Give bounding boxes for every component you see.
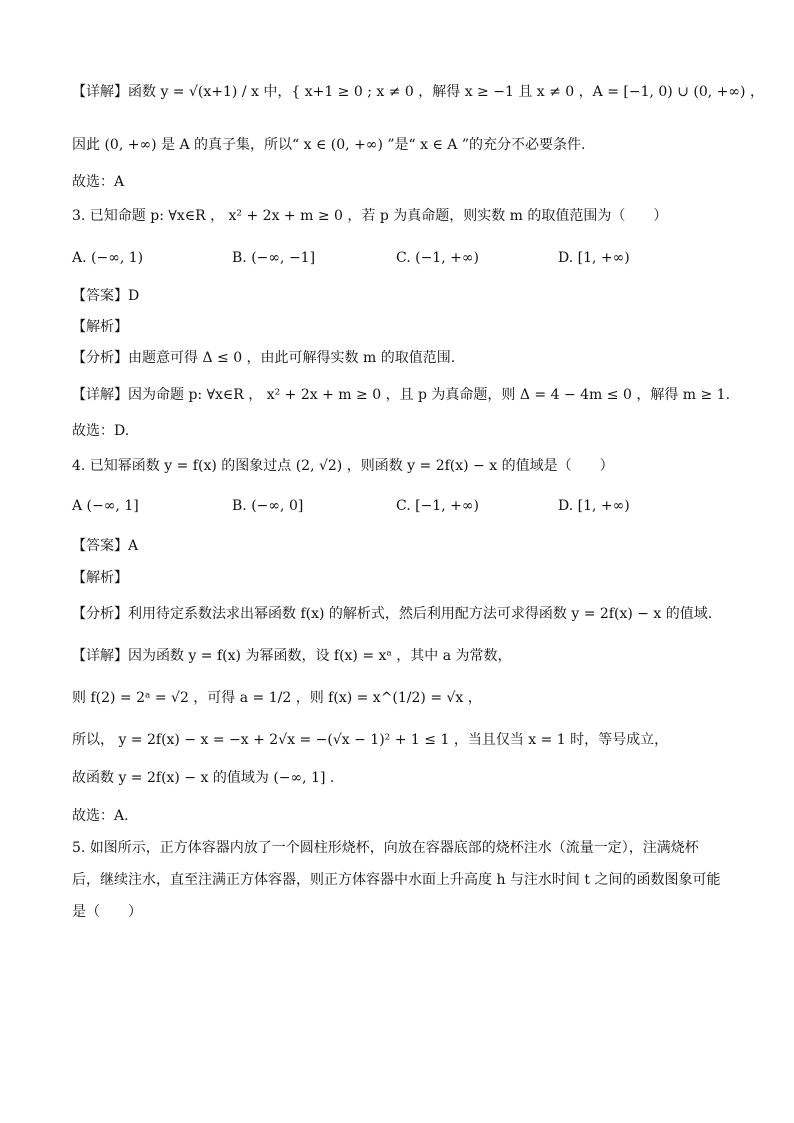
q3-choice: 故选：D. bbox=[72, 423, 130, 439]
q4-choice: 故选：A. bbox=[72, 808, 129, 824]
q4-option-c: C. [−1, +∞) bbox=[396, 498, 479, 514]
q4-detail-4: 故函数 y = 2f(x) − x 的值域为 (−∞, 1] . bbox=[72, 770, 335, 786]
q3-option-c: C. (−1, +∞) bbox=[396, 250, 479, 266]
q4-detail-2: 则 f(2) = 2ᵃ = √2 ，可得 a = 1/2 ，则 f(x) = x^(1/2) = √x ， bbox=[72, 690, 482, 706]
q4-option-a: A (−∞, 1] bbox=[72, 498, 139, 514]
question-5-line-1: 5. 如图所示，正方体容器内放了一个圆柱形烧杯，向放在容器底部的烧杯注水（流量一定），注满烧杯 bbox=[72, 840, 699, 856]
q3-answer: 【答案】D bbox=[72, 288, 140, 304]
question-5-line-2: 后，继续注水，直至注满正方体容器，则正方体容器中水面上升高度 h 与注水时间 t 之间的函数图象可能 bbox=[72, 872, 721, 888]
question-3-text: 3. 已知命题 p: ∀x∈R ， x² + 2x + m ≥ 0 ，若 p 为真命题，则实数 m 的取值范围为（ ） bbox=[72, 208, 668, 224]
q3-analysis-header: 【解析】 bbox=[72, 319, 128, 335]
q4-option-d: D. [1, +∞) bbox=[558, 498, 630, 514]
detail-line-domain: 【详解】函数 y = √(x+1) / x 中，{ x+1 ≥ 0 ; x ≠ 0 ，解得 x ≥ −1 且 x ≠ 0 ，A = [−1, 0) ∪ (0, +∞) ， bbox=[72, 84, 764, 100]
q3-option-b: B. (−∞, −1] bbox=[232, 250, 316, 266]
q3-option-a: A. (−∞, 1) bbox=[72, 250, 144, 266]
q3-detail: 【详解】因为命题 p: ∀x∈R ， x² + 2x + m ≥ 0 ，且 p 为真命题，则 Δ = 4 − 4m ≤ 0 ，解得 m ≥ 1. bbox=[72, 387, 731, 403]
question-4-text: 4. 已知幂函数 y = f(x) 的图象过点 (2, √2) ，则函数 y = 2f(x) − x 的值域是（ ） bbox=[72, 458, 614, 474]
q3-analysis: 【分析】由题意可得 Δ ≤ 0 ，由此可解得实数 m 的取值范围. bbox=[72, 350, 456, 366]
q3-option-d: D. [1, +∞) bbox=[558, 250, 630, 266]
q4-answer: 【答案】A bbox=[72, 538, 139, 554]
q4-option-b: B. (−∞, 0] bbox=[232, 498, 304, 514]
conclusion-line: 因此 (0, +∞) 是 A 的真子集，所以“ x ∈ (0, +∞) ”是“ x ∈ A ”的充分不必要条件. bbox=[72, 137, 586, 153]
answer-choice-line: 故选：A bbox=[72, 174, 125, 190]
q4-detail-3: 所以， y = 2f(x) − x = −x + 2√x = −(√x − 1)² + 1 ≤ 1 ，当且仅当 x = 1 时，等号成立， bbox=[72, 732, 669, 748]
q4-analysis-header: 【解析】 bbox=[72, 570, 128, 586]
question-5-line-3: 是（ ） bbox=[72, 904, 142, 920]
q4-detail-1: 【详解】因为函数 y = f(x) 为幂函数，设 f(x) = xᵃ ，其中 a 为常数， bbox=[72, 648, 512, 664]
q4-analysis: 【分析】利用待定系数法求出幂函数 f(x) 的解析式，然后利用配方法可求得函数 y = 2f(x) − x 的值域. bbox=[72, 606, 713, 622]
